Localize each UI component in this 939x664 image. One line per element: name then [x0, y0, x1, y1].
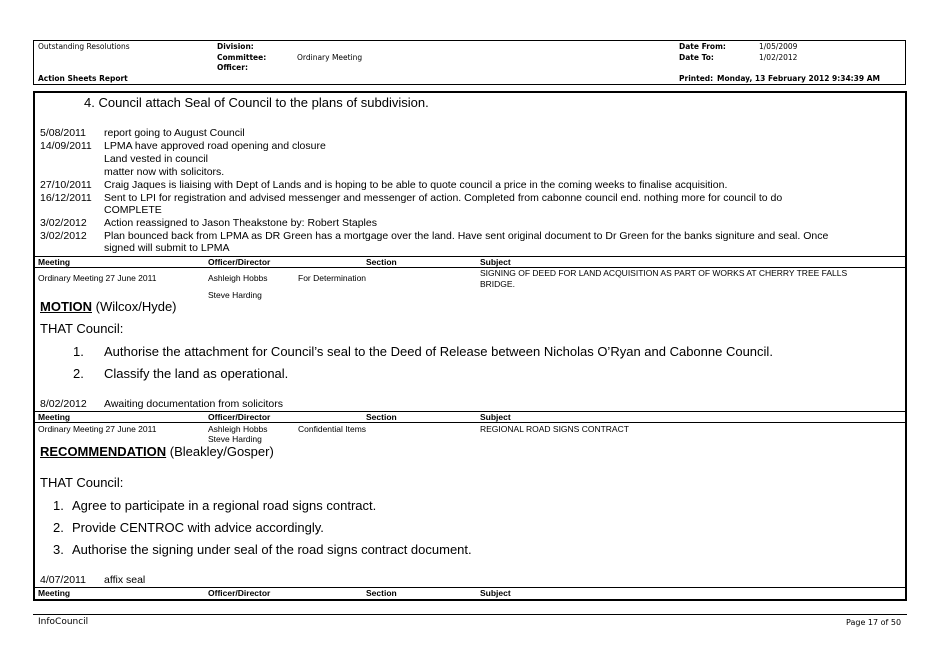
date-to-value: 1/02/2012	[759, 53, 798, 62]
record-officer: Steve Harding	[208, 434, 262, 444]
note-text: COMPLETE	[104, 204, 162, 216]
list-number: 2.	[53, 520, 64, 535]
record-subject: BRIDGE.	[480, 279, 515, 289]
col-subject: Subject	[480, 257, 511, 267]
committee-label: Committee:	[217, 53, 267, 62]
note-text: Craig Jaques is liaising with Dept of Lands and is hoping to be able to quote council a price in the coming weeks to finalise acquisition.	[104, 179, 728, 191]
col-officer: Officer/Director	[208, 257, 271, 267]
note-text: report going to August Council	[104, 127, 245, 139]
col-section: Section	[366, 588, 397, 598]
officer-label: Officer:	[217, 63, 248, 72]
col-meeting: Meeting	[38, 412, 71, 422]
recommendation-heading	[40, 444, 274, 459]
date-from-value: 1/05/2009	[759, 42, 798, 51]
list-number: 3.	[53, 542, 64, 557]
page-number: Page 17 of 50	[846, 618, 902, 627]
note-date: 16/12/2011	[40, 192, 92, 204]
record-officer: Ashleigh Hobbs	[208, 424, 268, 434]
record-meeting: Ordinary Meeting 27 June 2011	[38, 424, 157, 434]
list-item: Agree to participate in a regional road signs contract.	[72, 498, 377, 513]
note-text: matter now with solicitors.	[104, 166, 225, 178]
record-officer: Ashleigh Hobbs	[208, 273, 268, 283]
note-text: Land vested in council	[104, 153, 208, 165]
report-name: Outstanding Resolutions	[38, 42, 130, 51]
divider	[34, 422, 906, 423]
date-to-label: Date To:	[679, 53, 714, 62]
col-officer: Officer/Director	[208, 588, 271, 598]
col-section: Section	[366, 257, 397, 267]
division-label: Division:	[217, 42, 254, 51]
note-date: 8/02/2012	[40, 398, 87, 410]
col-meeting: Meeting	[38, 588, 71, 598]
note-text: LPMA have approved road opening and closure	[104, 140, 326, 152]
note-date: 3/02/2012	[40, 217, 87, 229]
note-text: affix seal	[104, 574, 146, 586]
record-meeting: Ordinary Meeting 27 June 2011	[38, 273, 157, 283]
col-subject: Subject	[480, 412, 511, 422]
col-meeting: Meeting	[38, 257, 71, 267]
date-from-label: Date From:	[679, 42, 726, 51]
note-text: Awaiting documentation from solicitors	[104, 398, 283, 410]
note-date: 5/08/2011	[40, 127, 86, 139]
motion-label: MOTION	[40, 299, 92, 314]
col-subject: Subject	[480, 588, 511, 598]
footer-app: InfoCouncil	[38, 617, 89, 627]
col-section: Section	[366, 412, 397, 422]
list-item: Authorise the attachment for Council’s seal to the Deed of Release between Nicholas O’Ryan and Cabonne Council.	[104, 344, 773, 359]
list-number: 2.	[73, 366, 84, 381]
footer-rule	[33, 614, 907, 615]
note-text: signed will submit to LPMA	[104, 242, 230, 254]
record-subject: SIGNING OF DEED FOR LAND ACQUISITION AS PART OF WORKS AT CHERRY TREE FALLS	[480, 268, 848, 278]
motion-movers: (Wilcox/Hyde)	[92, 299, 177, 314]
note-text: Plan bounced back from LPMA as DR Green has a mortgage over the land. Have sent original document to Dr Green for the banks signiture and seal. Once	[104, 230, 829, 242]
note-date: 3/02/2012	[40, 230, 87, 242]
record-officer: Steve Harding	[208, 290, 262, 300]
that-council: THAT Council:	[40, 475, 124, 490]
printed-value: Monday, 13 February 2012 9:34:39 AM	[717, 74, 880, 83]
divider	[34, 411, 906, 412]
motion-heading	[40, 299, 177, 314]
note-date: 14/09/2011	[40, 140, 92, 152]
list-item: Classify the land as operational.	[104, 366, 289, 381]
list-number: 1.	[73, 344, 84, 359]
record-subject: REGIONAL ROAD SIGNS CONTRACT	[480, 424, 629, 434]
note-text: Sent to LPI for registration and advised messenger and messenger of action. Completed from cabonne council end. nothing more for council to do	[104, 192, 783, 204]
report-type: Action Sheets Report	[38, 74, 128, 83]
record-section: Confidential Items	[298, 424, 367, 434]
note-date: 4/07/2011	[40, 574, 86, 586]
note-date: 27/10/2011	[40, 179, 92, 191]
record-section: For Determination	[298, 273, 367, 283]
recommendation-movers: (Bleakley/Gosper)	[166, 444, 274, 459]
divider	[34, 587, 906, 588]
committee-value: Ordinary Meeting	[297, 53, 363, 62]
divider	[34, 256, 906, 257]
resolution-item: 4. Council attach Seal of Council to the plans of subdivision.	[84, 95, 429, 110]
list-item: Provide CENTROC with advice accordingly.	[72, 520, 324, 535]
list-number: 1.	[53, 498, 64, 513]
recommendation-label: RECOMMENDATION	[40, 444, 167, 459]
note-text: Action reassigned to Jason Theakstone by: Robert Staples	[104, 217, 377, 229]
col-officer: Officer/Director	[208, 412, 271, 422]
printed-label: Printed:	[679, 74, 714, 83]
that-council: THAT Council:	[40, 321, 124, 336]
list-item: Authorise the signing under seal of the road signs contract document.	[72, 542, 472, 557]
